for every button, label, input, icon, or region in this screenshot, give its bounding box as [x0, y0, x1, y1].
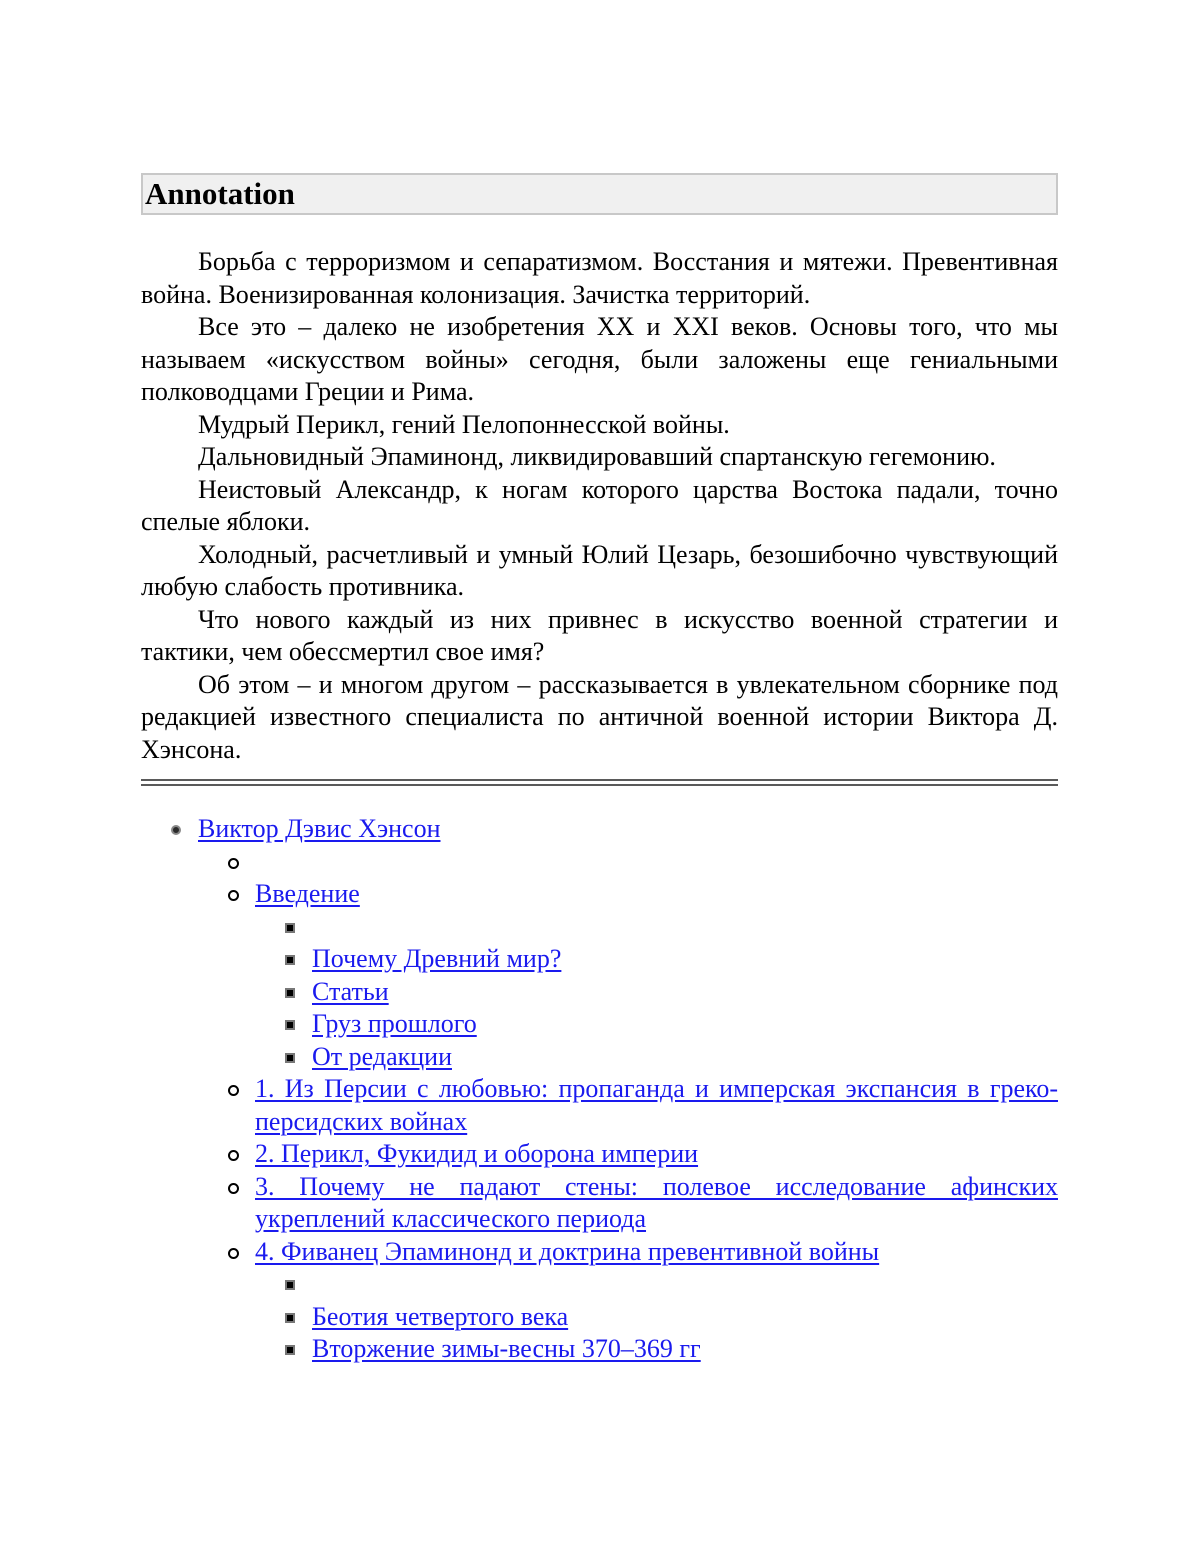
toc-link-why-ancient-world[interactable]: Почему Древний мир?	[312, 944, 562, 973]
annotation-paragraph: Борьба с терроризмом и сепаратизмом. Восстания и мятежи. Превентивная война. Военизированная колонизация. Зачистка территорий.	[141, 247, 1058, 309]
toc-link-invasion[interactable]: Вторжение зимы-весны 370–369 гг	[312, 1334, 701, 1363]
toc-link-articles[interactable]: Статьи	[312, 976, 389, 1006]
annotation-paragraph: Дальновидный Эпаминонд, ликвидировавший спартанскую гегемонию.	[198, 442, 996, 471]
square-bullet-icon	[285, 1020, 295, 1030]
document-page	[141, 173, 1058, 1366]
circle-bullet-icon	[228, 890, 239, 901]
square-bullet-icon	[285, 1280, 295, 1290]
annotation-paragraph: Неистовый Александр, к ногам которого царства Востока падали, точно спелые яблоки.	[141, 474, 1058, 536]
toc-item-chapter	[198, 1073, 1058, 1138]
circle-bullet-icon	[228, 1183, 239, 1194]
toc-item-empty	[255, 911, 1058, 944]
square-bullet-icon	[285, 1345, 295, 1355]
circle-bullet-icon	[228, 1150, 239, 1161]
toc-item	[255, 1008, 1058, 1041]
toc-link-chapter-3[interactable]: 3. Почему не падают стены: полевое исследование афинских укреплений классического периода	[255, 1171, 1058, 1233]
toc-link-chapter-2[interactable]: 2. Перикл, Фукидид и оборона империи	[255, 1139, 699, 1168]
annotation-body	[141, 246, 1058, 766]
section-divider	[141, 779, 1058, 786]
annotation-paragraph: Что нового каждый из них привнес в искусство военной стратегии и тактики, чем обессмертил свое имя?	[141, 604, 1058, 666]
annotation-paragraph: Об этом – и многом другом – рассказывается в увлекательном сборнике под редакцией известного специалиста по античной военной истории Виктора Д. Хэнсона.	[141, 669, 1058, 764]
toc-item-empty	[255, 1268, 1058, 1301]
annotation-paragraph: Все это – далеко не изобретения XX и XXI веков. Основы того, что мы называем «искусством войны» сегодня, были заложены еще гениальными полководцами Греции и Рима.	[141, 312, 1058, 406]
toc-item	[255, 1041, 1058, 1074]
square-bullet-icon	[285, 923, 295, 933]
toc-item	[255, 1333, 1058, 1366]
empty-entry	[255, 846, 1058, 879]
toc-link-burden-of-past[interactable]: Груз прошлого	[312, 1009, 477, 1038]
empty-entry	[312, 911, 1058, 944]
disc-bullet-icon	[171, 825, 181, 835]
circle-bullet-icon	[228, 1085, 239, 1096]
toc-item	[255, 976, 1058, 1009]
toc-item-author	[141, 813, 1058, 1366]
circle-bullet-icon	[228, 858, 239, 869]
annotation-paragraph: Холодный, расчетливый и умный Юлий Цезарь, безошибочно чувствующий любую слабость противника.	[141, 539, 1058, 601]
empty-entry	[312, 1268, 1058, 1301]
toc-link-boeotia[interactable]: Беотия четвертого века	[312, 1301, 569, 1331]
circle-bullet-icon	[228, 1248, 239, 1259]
toc-item-empty	[198, 846, 1058, 879]
toc-link-intro[interactable]: Введение	[255, 879, 360, 908]
toc-item	[255, 943, 1058, 976]
toc-item-chapter	[198, 1236, 1058, 1366]
toc-level-2	[198, 846, 1058, 1366]
table-of-contents	[141, 813, 1058, 1366]
toc-level-3	[255, 911, 1058, 1074]
square-bullet-icon	[285, 955, 295, 965]
toc-item-chapter	[198, 1171, 1058, 1236]
square-bullet-icon	[285, 1053, 295, 1063]
toc-link-from-editors[interactable]: От редакции	[312, 1041, 452, 1071]
toc-item	[255, 1301, 1058, 1334]
toc-item-chapter	[198, 1138, 1058, 1171]
toc-item-intro	[198, 878, 1058, 1073]
toc-level-3	[255, 1268, 1058, 1366]
square-bullet-icon	[285, 988, 295, 998]
toc-link-chapter-4[interactable]: 4. Фиванец Эпаминонд и доктрина превентивной войны	[255, 1236, 880, 1266]
toc-level-1	[141, 813, 1058, 1366]
square-bullet-icon	[285, 1313, 295, 1323]
annotation-paragraph: Мудрый Перикл, гений Пелопоннесской войны.	[198, 409, 730, 439]
toc-link-author[interactable]: Виктор Дэвис Хэнсон	[198, 814, 441, 843]
toc-link-chapter-1[interactable]: 1. Из Персии с любовью: пропаганда и имперская экспансия в греко-персидских войнах	[255, 1074, 1058, 1136]
annotation-title: Annotation	[141, 173, 1058, 215]
